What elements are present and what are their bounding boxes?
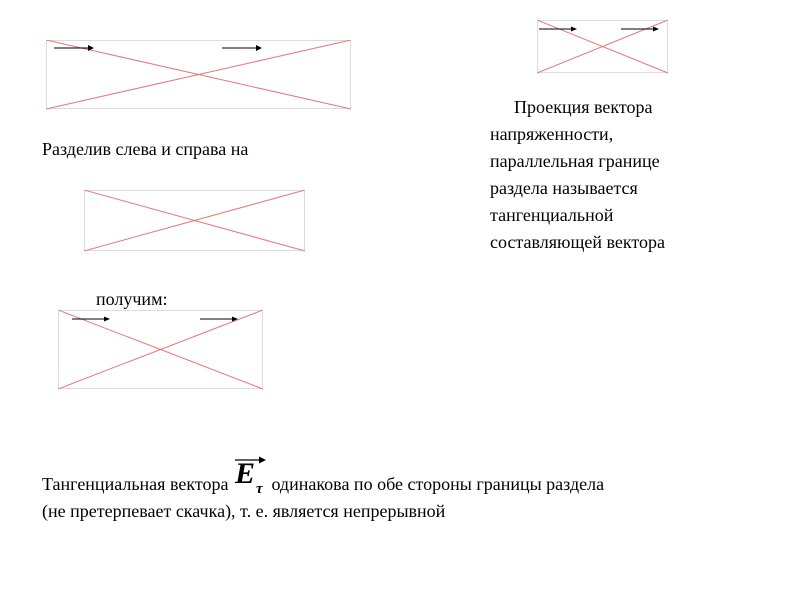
definition-paragraph bbox=[490, 94, 665, 256]
conclusion-line-1 bbox=[42, 457, 605, 498]
formula-letter: E bbox=[234, 457, 255, 490]
arrow-icon bbox=[621, 27, 659, 32]
left-caption: Разделив слева и справа на bbox=[42, 139, 249, 159]
conclusion-end: одинакова по обе стороны границы раздела bbox=[271, 474, 605, 494]
conclusion-text bbox=[42, 457, 605, 525]
arrow-icon bbox=[539, 27, 577, 32]
arrow-icon bbox=[200, 317, 238, 322]
definition-line: параллельная границе bbox=[490, 151, 660, 171]
result-caption: получим: bbox=[96, 289, 168, 309]
missing-image-3 bbox=[84, 190, 306, 252]
conclusion-start: Тангенциальная вектора bbox=[42, 474, 229, 494]
vector-formula bbox=[233, 457, 267, 497]
missing-image-1 bbox=[46, 40, 352, 110]
arrow-icon bbox=[222, 45, 262, 51]
definition-line: раздела называется bbox=[490, 178, 638, 198]
missing-image-4 bbox=[58, 310, 264, 390]
conclusion-line-2: (не претерпевает скачка), т. е. является непрерывной bbox=[42, 501, 446, 521]
definition-line: Проекция вектора bbox=[514, 97, 653, 117]
formula-subscript: τ bbox=[255, 481, 263, 497]
definition-line: напряженности, bbox=[490, 124, 614, 144]
definition-line: составляющей вектора bbox=[490, 232, 665, 252]
missing-image-2 bbox=[537, 20, 669, 74]
definition-line: тангенциальной bbox=[490, 205, 614, 225]
